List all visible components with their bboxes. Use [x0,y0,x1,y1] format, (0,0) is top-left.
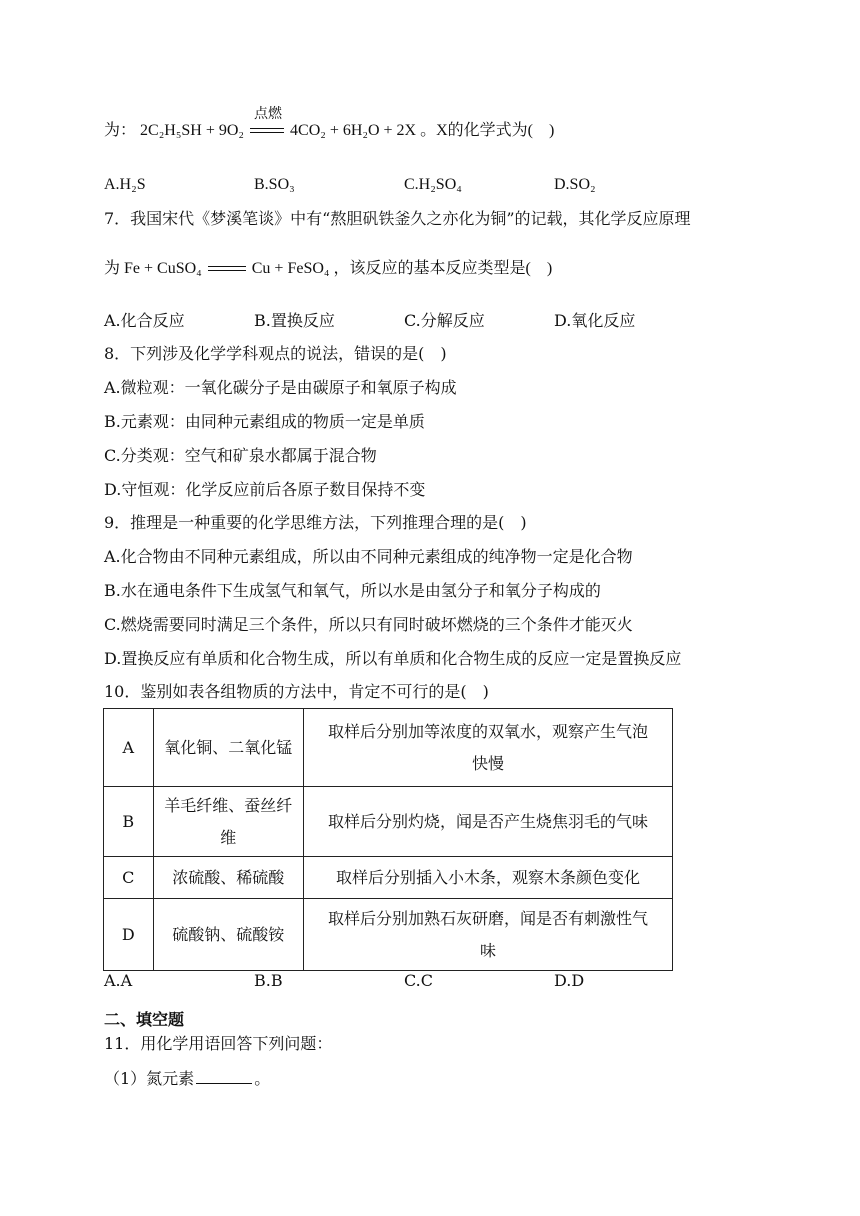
row-method [304,709,673,787]
q6-prefix: 为： [104,122,137,139]
q7-reactants: Fe + CuSO₄ [124,260,202,277]
q10-table [103,708,673,971]
q10-option-c[interactable]: C.C [404,971,433,990]
row-items [153,709,304,787]
row-method: 取样后分别插入小木条，观察木条颜色变化 [304,857,673,899]
row-method-line2: 味 [480,940,497,960]
row-method [304,899,673,971]
row-key: C [104,857,154,899]
row-method-line1: 取样后分别加等浓度的双氧水，观察产生气泡 [328,721,649,741]
reaction-arrow [250,107,284,136]
table-row [104,857,673,899]
q10-stem: 10．鉴别如表各组物质的方法中，肯定不可行的是( ) [104,682,489,701]
row-items [153,787,304,857]
table-row [104,709,673,787]
section-heading: 二、填空题 [104,1010,185,1029]
q7-option-b[interactable]: B.置换反应 [254,311,335,330]
q6-option-d[interactable]: D.SO₂ [554,176,596,193]
table-row [104,899,673,971]
q10-option-b[interactable]: B.B [254,971,283,990]
row-items: 硫酸钠、硫酸铵 [153,899,304,971]
q6-products: 4CO₂ + 6H₂O + 2X [290,122,417,139]
q7-option-a[interactable]: A.化合反应 [104,311,185,330]
row-method-line1: 取样后分别加熟石灰研磨，闻是否有刺激性气 [328,908,649,928]
q10-option-d[interactable]: D.D [554,971,585,990]
q6-options [104,174,754,196]
q7-prefix: 为 [104,260,121,277]
row-key: B [104,787,154,857]
q7-suffix: ，该反应的基本反应类型是( ) [333,260,553,277]
row-key: D [104,899,154,971]
q8-option-b[interactable]: B.元素观：由同种元素组成的物质一定是单质 [104,412,425,431]
q6-equation-line [104,107,555,142]
row-key: A [104,709,154,787]
reaction-arrow [208,264,246,274]
q8-option-a[interactable]: A.微粒观：一氧化碳分子是由碳原子和氧原子构成 [104,378,457,397]
q6-reactants: 2C₂H₅SH + 9O₂ [140,122,245,139]
table-row [104,787,673,857]
q11-sub1-prefix: （1）氮元素 [104,1069,195,1088]
q8-option-d[interactable]: D.守恒观：化学反应前后各原子数目保持不变 [104,480,426,499]
row-method: 取样后分别灼烧，闻是否产生烧焦羽毛的气味 [304,787,673,857]
q9-option-a[interactable]: A.化合物由不同种元素组成，所以由不同种元素组成的纯净物一定是化合物 [104,547,633,566]
q6-option-b[interactable]: B.SO₃ [254,176,295,193]
row-items-text: 氧化铜、二氧化锰 [164,737,293,757]
q7-options [104,310,754,332]
q7-equation-line [104,258,552,280]
q9-option-d[interactable]: D.置换反应有单质和化合物生成，所以有单质和化合物生成的反应一定是置换反应 [104,649,682,668]
row-method-line2: 快慢 [472,753,505,773]
q11-sub1-suffix: 。 [254,1069,271,1088]
q11-sub1 [104,1067,270,1090]
q10-option-a[interactable]: A.A [104,971,133,990]
row-items: 浓硫酸、稀硫酸 [153,857,304,899]
q9-stem: 9．推理是一种重要的化学思维方法，下列推理合理的是( ) [104,513,527,532]
row-items-line2: 维 [220,827,237,847]
q7-products: Cu + FeSO₄ [251,260,330,277]
q9-option-c[interactable]: C.燃烧需要同时满足三个条件，所以只有同时破坏燃烧的三个条件才能灭火 [104,615,633,634]
q7-option-c[interactable]: C.分解反应 [404,311,485,330]
q10-options [104,970,754,992]
q9-option-b[interactable]: B.水在通电条件下生成氢气和氧气，所以水是由氢分子和氧分子构成的 [104,581,601,600]
q8-stem: 8．下列涉及化学学科观点的说法，错误的是( ) [104,344,447,363]
q11-stem: 11．用化学用语回答下列问题： [104,1034,333,1053]
q6-option-a[interactable]: A.H₂S [104,176,146,193]
q8-option-c[interactable]: C.分类观：空气和矿泉水都属于混合物 [104,446,377,465]
q7-stem: 7．我国宋代《梦溪笔谈》中有“熬胆矾铁釜久之亦化为铜”的记载，其化学反应原理 [104,209,691,228]
q7-option-d[interactable]: D.氧化反应 [554,311,636,330]
reaction-condition: 点燃 [254,107,283,123]
answer-blank[interactable] [196,1067,252,1084]
q6-suffix: 。X的化学式为( ) [420,122,555,139]
row-items-line1: 羊毛纤维、蚕丝纤 [164,795,293,815]
q6-option-c[interactable]: C.H₂SO₄ [404,176,462,193]
